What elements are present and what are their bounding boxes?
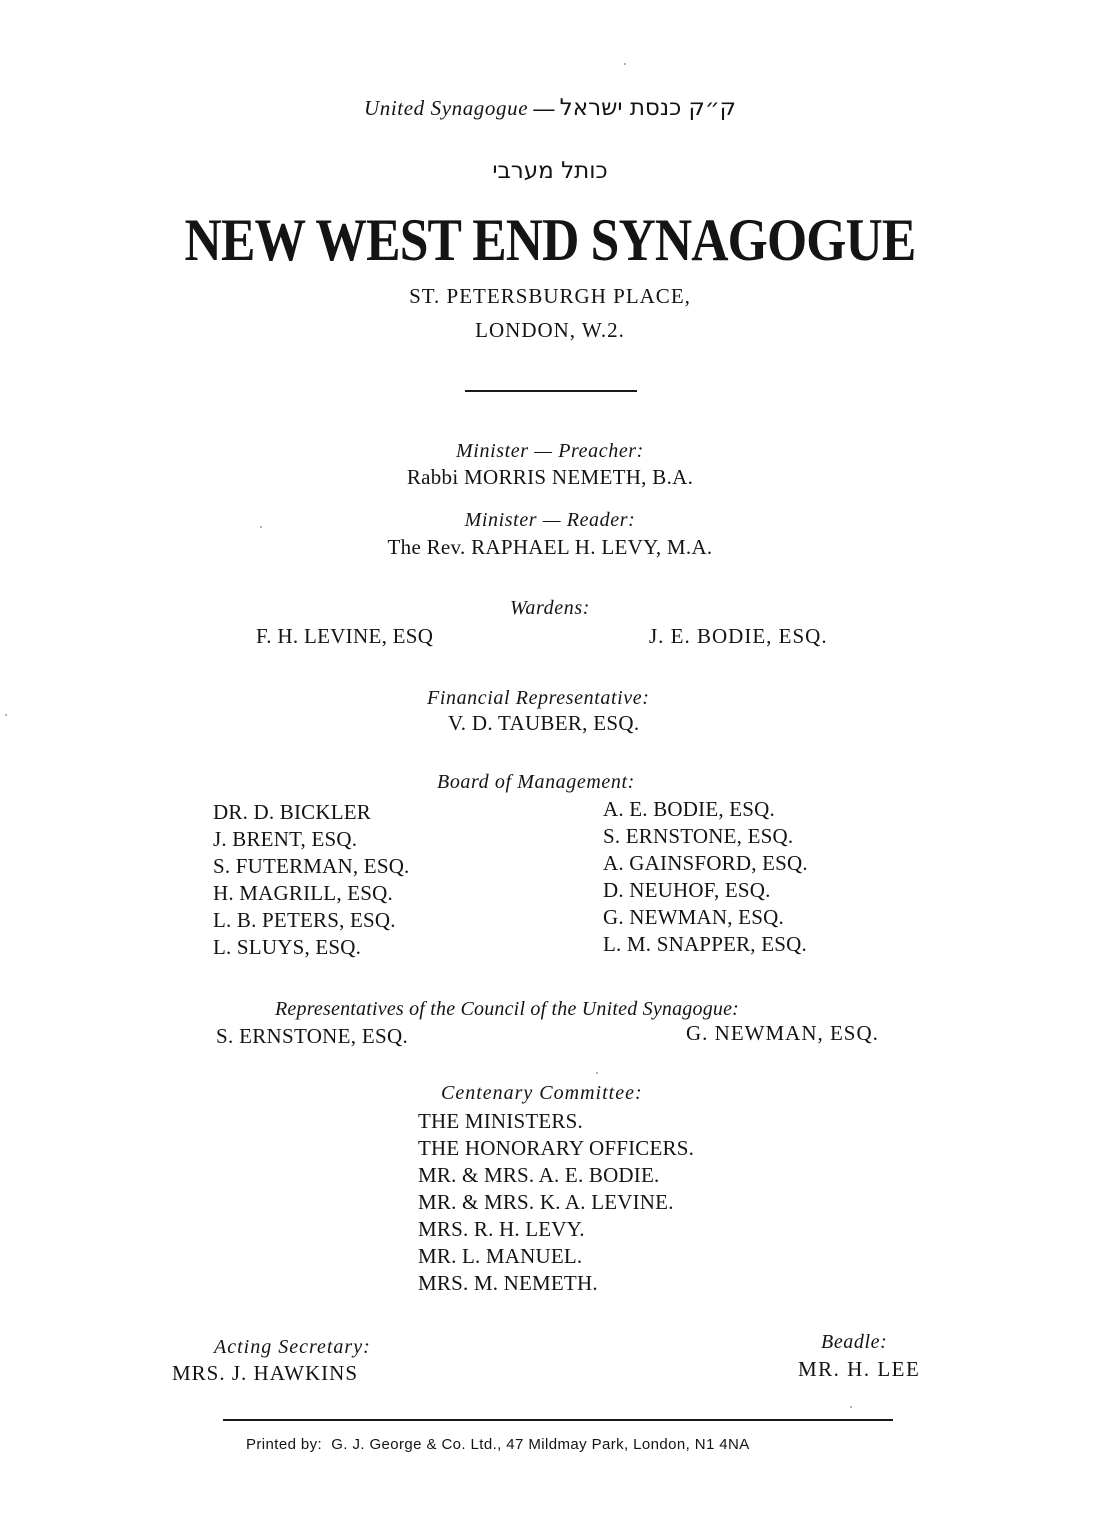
scan-speck: [850, 1406, 852, 1408]
council-representative-2: G. NEWMAN, ESQ.: [686, 1021, 879, 1045]
financial-representative-name: V. D. TAUBER, ESQ.: [448, 711, 640, 735]
board-member: J. BRENT, ESQ.: [213, 827, 358, 851]
secretary-name: MRS. J. HAWKINS: [172, 1361, 359, 1385]
scan-speck: [624, 63, 626, 65]
board-member: D. NEUHOF, ESQ.: [603, 878, 771, 902]
warden-name-2: J. E. BODIE, ESQ.: [649, 624, 828, 648]
committee-member: THE MINISTERS.: [418, 1109, 583, 1133]
board-member: S. FUTERMAN, ESQ.: [213, 854, 410, 878]
beadle-label: Beadle:: [821, 1331, 888, 1353]
header-dash: —: [533, 96, 555, 120]
preacher-label: Minister — Preacher:: [456, 440, 644, 462]
financial-representative-label: Financial Representative:: [427, 687, 650, 709]
board-member: S. ERNSTONE, ESQ.: [603, 824, 794, 848]
board-member: G. NEWMAN, ESQ.: [603, 905, 784, 929]
organization-english: United Synagogue: [363, 96, 529, 120]
committee-member: MRS. R. H. LEVY.: [418, 1217, 585, 1241]
synagogue-hebrew-name: כותל מערבי: [492, 158, 608, 184]
council-representative-1: S. ERNSTONE, ESQ.: [216, 1024, 408, 1048]
committee-member: THE HONORARY OFFICERS.: [418, 1136, 695, 1160]
board-member: L. B. PETERS, ESQ.: [213, 908, 396, 932]
wardens-label: Wardens:: [510, 597, 590, 619]
committee-member: MR. L. MANUEL.: [418, 1244, 583, 1268]
address-line-1: ST. PETERSBURGH PLACE,: [409, 284, 691, 308]
council-representatives-label: Representatives of the Council of the United Synagogue:: [275, 998, 740, 1020]
scan-speck: [596, 1072, 598, 1074]
reader-name: The Rev. RAPHAEL H. LEVY, M.A.: [387, 535, 713, 559]
board-member: A. GAINSFORD, ESQ.: [603, 851, 808, 875]
committee-member: MRS. M. NEMETH.: [418, 1271, 598, 1295]
committee-member: MR. & MRS. K. A. LEVINE.: [418, 1190, 674, 1214]
organization-hebrew: ק״ק כנסת ישראל: [559, 95, 737, 121]
board-member: L. M. SNAPPER, ESQ.: [603, 932, 807, 956]
scan-speck: [260, 526, 262, 528]
address-line-2: LONDON, W.2.: [475, 318, 625, 342]
preacher-name: Rabbi MORRIS NEMETH, B.A.: [406, 465, 694, 489]
scan-speck: [5, 714, 7, 716]
warden-name-1: F. H. LEVINE, ESQ: [256, 624, 434, 648]
secretary-label: Acting Secretary:: [214, 1336, 371, 1358]
board-member: H. MAGRILL, ESQ.: [213, 881, 393, 905]
board-member: A. E. BODIE, ESQ.: [603, 797, 775, 821]
centenary-committee-label: Centenary Committee:: [441, 1082, 643, 1104]
centenary-committee-list: [418, 1108, 694, 1297]
title-divider: [465, 390, 637, 392]
board-right-column: [603, 796, 808, 958]
footer-divider: [223, 1419, 893, 1421]
organization-header: [0, 95, 1100, 121]
printer-credit: Printed by: G. J. George & Co. Ltd., 47 Mildmay Park, London, N1 4NA: [246, 1436, 750, 1453]
board-label: Board of Management:: [437, 771, 635, 793]
board-member: DR. D. BICKLER: [213, 800, 371, 824]
page-title: NEW WEST END SYNAGOGUE: [184, 207, 916, 273]
reader-label: Minister — Reader:: [464, 509, 636, 531]
beadle-name: MR. H. LEE: [798, 1357, 921, 1381]
board-left-column: [213, 799, 410, 961]
board-member: L. SLUYS, ESQ.: [213, 935, 362, 959]
committee-member: MR. & MRS. A. E. BODIE.: [418, 1163, 660, 1187]
